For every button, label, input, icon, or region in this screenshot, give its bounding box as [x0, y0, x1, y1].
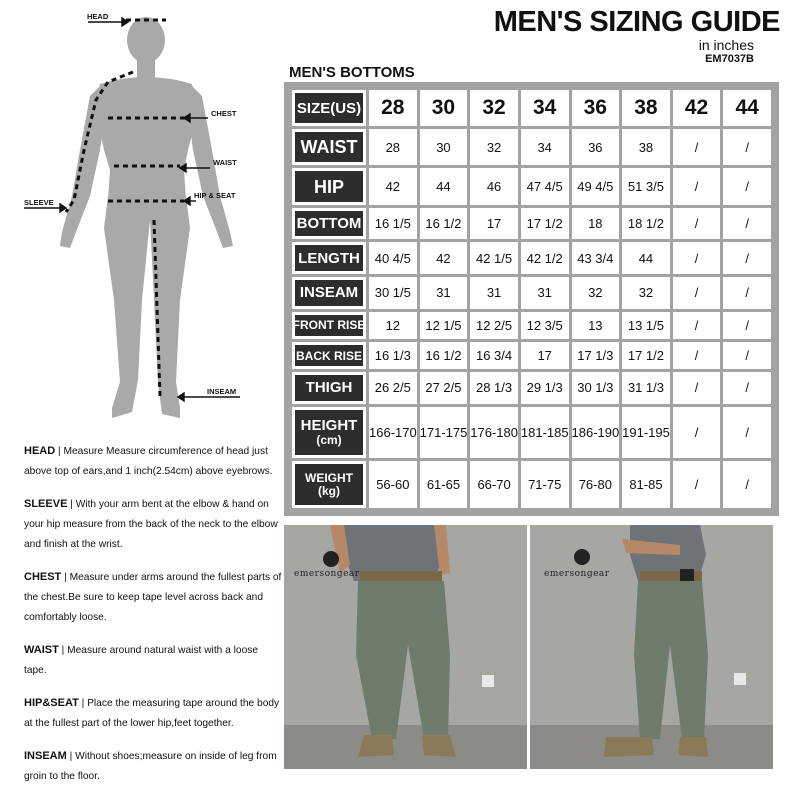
instruction-item — [24, 693, 282, 734]
table-cell: 181-185 — [521, 407, 569, 458]
row-header-badge — [295, 171, 363, 201]
size-header-label: SIZE(US) — [295, 93, 363, 123]
brand-logo-front: emersongear — [294, 569, 360, 579]
instruction-item — [24, 494, 282, 555]
inseam-label: INSEAM — [207, 387, 237, 396]
table-cell: 44 — [420, 168, 468, 204]
size-column-header: 36 — [572, 90, 620, 126]
table-row — [292, 242, 771, 274]
table-cell: 51 3/5 — [622, 168, 670, 204]
table-cell: 17 1/2 — [521, 208, 569, 240]
table-row — [292, 461, 771, 508]
row-header-cell — [292, 168, 366, 204]
row-label: THIGH — [305, 379, 353, 397]
table-cell: 27 2/5 — [420, 372, 468, 404]
table-cell: / — [723, 242, 771, 274]
separator: | — [67, 499, 76, 510]
row-header-cell — [292, 312, 366, 339]
table-cell: / — [673, 312, 721, 339]
brand-logo-back: emersongear — [544, 569, 610, 579]
sleeve-label: SLEEVE — [24, 198, 54, 207]
row-header-cell — [292, 372, 366, 404]
row-header-cell — [292, 208, 366, 240]
table-cell: 30 — [420, 129, 468, 165]
separator: | — [58, 645, 68, 656]
size-column-header: 34 — [521, 90, 569, 126]
table-cell: 171-175 — [420, 407, 468, 458]
unit-label: in inches — [698, 37, 754, 53]
instruction-text: Without shoes;measure on inside of leg from groin to the floor. — [24, 751, 277, 782]
table-cell: 17 1/3 — [572, 342, 620, 369]
row-header-cell — [292, 342, 366, 369]
table-cell: / — [723, 168, 771, 204]
table-cell: 71-75 — [521, 461, 569, 508]
instruction-key: HIP&SEAT — [24, 697, 79, 709]
model-number: EM7037B — [705, 53, 754, 65]
section-title: MEN'S BOTTOMS — [289, 64, 415, 81]
table-cell: 18 1/2 — [622, 208, 670, 240]
table-cell: 186-190 — [572, 407, 620, 458]
table-cell: 34 — [521, 129, 569, 165]
product-photo-back — [530, 525, 773, 769]
table-cell: 17 — [470, 208, 518, 240]
table-cell: / — [673, 461, 721, 508]
table-cell: 31 — [470, 277, 518, 309]
instruction-key: HEAD — [24, 445, 56, 457]
row-header-badge — [295, 132, 363, 162]
instruction-text: Measure around natural waist with a loose tape. — [24, 645, 258, 676]
page-title: MEN'S SIZING GUIDE — [493, 6, 780, 38]
row-header-cell — [292, 461, 366, 508]
table-cell: 43 3/4 — [572, 242, 620, 274]
table-cell: 30 1/5 — [369, 277, 417, 309]
instruction-text: With your arm bent at the elbow & hand on your hip measure from the back of the neck to the elbow and finish at the wrist. — [24, 499, 278, 550]
table-cell: / — [723, 372, 771, 404]
row-header-badge — [292, 315, 366, 336]
row-label: BACK RISE — [295, 348, 362, 363]
size-column-header: 32 — [470, 90, 518, 126]
row-header-cell — [292, 407, 366, 458]
separator: | — [66, 751, 76, 762]
row-header-badge — [295, 464, 363, 505]
waist-label: WAIST — [213, 158, 237, 167]
table-row — [292, 342, 771, 369]
row-header-cell — [292, 277, 366, 309]
table-cell: 42 1/5 — [470, 242, 518, 274]
size-column-header: 44 — [723, 90, 771, 126]
instruction-item — [24, 567, 282, 628]
table-cell: 16 3/4 — [470, 342, 518, 369]
table-cell: 47 4/5 — [521, 168, 569, 204]
table-cell: / — [673, 168, 721, 204]
instruction-text: Measure under arms around the fullest parts of the chest.Be sure to keep tape level across back and comfortably loose. — [24, 572, 282, 623]
table-cell: 12 1/5 — [420, 312, 468, 339]
row-header-badge — [295, 345, 363, 366]
table-row — [292, 168, 771, 204]
table-cell: 42 1/2 — [521, 242, 569, 274]
table-cell: 31 1/3 — [622, 372, 670, 404]
table-cell: / — [723, 208, 771, 240]
table-cell: 61-65 — [420, 461, 468, 508]
measurement-instructions — [24, 441, 282, 799]
row-label: FRONT RISE — [292, 318, 366, 333]
table-cell: 66-70 — [470, 461, 518, 508]
product-photo-front — [284, 525, 527, 769]
table-cell: 16 1/5 — [369, 208, 417, 240]
table-cell: 17 — [521, 342, 569, 369]
table-cell: 32 — [622, 277, 670, 309]
separator: | — [55, 446, 64, 457]
chest-label: CHEST — [211, 109, 237, 118]
row-header-cell — [292, 242, 366, 274]
size-header-row — [292, 90, 771, 126]
table-row — [292, 277, 771, 309]
head-label: HEAD — [87, 12, 109, 21]
table-cell: 44 — [622, 242, 670, 274]
row-label: HEIGHT — [300, 417, 358, 435]
table-cell: 42 — [369, 168, 417, 204]
table-cell: 32 — [572, 277, 620, 309]
table-row — [292, 372, 771, 404]
row-label: BOTTOM — [296, 215, 362, 232]
table-cell: / — [723, 407, 771, 458]
table-cell: 76-80 — [572, 461, 620, 508]
row-header-badge — [295, 410, 363, 455]
table-cell: 32 — [470, 129, 518, 165]
table-cell: 31 — [420, 277, 468, 309]
instruction-item — [24, 640, 282, 681]
row-header-badge — [295, 211, 363, 237]
table-cell: 12 2/5 — [470, 312, 518, 339]
row-label-unit: (kg) — [318, 484, 340, 499]
instruction-key: INSEAM — [24, 750, 67, 762]
table-cell: / — [673, 372, 721, 404]
table-cell: 56-60 — [369, 461, 417, 508]
table-cell: / — [673, 242, 721, 274]
table-cell: 13 1/5 — [622, 312, 670, 339]
row-label: HIP — [313, 176, 344, 197]
table-cell: 81-85 — [622, 461, 670, 508]
table-cell: 36 — [572, 129, 620, 165]
table-cell: / — [673, 277, 721, 309]
table-cell: 16 1/3 — [369, 342, 417, 369]
table-cell: 176-180 — [470, 407, 518, 458]
size-table — [289, 87, 774, 511]
table-row — [292, 129, 771, 165]
table-cell: / — [723, 277, 771, 309]
table-row — [292, 208, 771, 240]
row-header-badge — [295, 375, 363, 401]
separator: | — [61, 572, 70, 583]
table-row — [292, 312, 771, 339]
instruction-item — [24, 441, 282, 482]
table-cell: 49 4/5 — [572, 168, 620, 204]
table-cell: 16 1/2 — [420, 342, 468, 369]
size-chart — [284, 82, 779, 516]
table-cell: 26 2/5 — [369, 372, 417, 404]
size-column-header: 30 — [420, 90, 468, 126]
table-cell: 40 4/5 — [369, 242, 417, 274]
table-cell: / — [723, 129, 771, 165]
size-column-header: 28 — [369, 90, 417, 126]
table-cell: / — [673, 342, 721, 369]
table-cell: 29 1/3 — [521, 372, 569, 404]
table-cell: 30 1/3 — [572, 372, 620, 404]
instruction-text: Place the measuring tape around the body at the fullest part of the lower hip,feet together. — [24, 698, 280, 729]
table-cell: / — [723, 461, 771, 508]
row-header-badge — [295, 280, 363, 306]
table-cell: / — [673, 129, 721, 165]
row-label-unit: (cm) — [316, 433, 342, 448]
table-cell: 191-195 — [622, 407, 670, 458]
size-header-cell — [292, 90, 366, 126]
table-cell: 38 — [622, 129, 670, 165]
table-cell: / — [723, 312, 771, 339]
body-silhouette-icon — [0, 0, 280, 440]
table-cell: 12 3/5 — [521, 312, 569, 339]
table-cell: / — [673, 208, 721, 240]
instruction-item — [24, 746, 282, 787]
instruction-key: SLEEVE — [24, 498, 68, 510]
instruction-key: CHEST — [24, 571, 62, 583]
body-measurement-figure — [0, 0, 280, 440]
row-label: WEIGHT — [305, 471, 353, 486]
table-cell: / — [723, 342, 771, 369]
separator: | — [78, 698, 88, 709]
row-label: INSEAM — [299, 284, 359, 302]
size-column-header: 38 — [622, 90, 670, 126]
hip-label: HIP & SEAT — [194, 191, 236, 200]
row-header-badge — [295, 245, 363, 271]
table-cell: 18 — [572, 208, 620, 240]
table-row — [292, 407, 771, 458]
table-cell: 31 — [521, 277, 569, 309]
table-cell: 28 — [369, 129, 417, 165]
size-column-header: 42 — [673, 90, 721, 126]
row-header-cell — [292, 129, 366, 165]
instruction-text: Measure Measure circumference of head just above top of ears,and 1 inch(2.54cm) above eyebrows. — [24, 446, 273, 477]
table-cell: 42 — [420, 242, 468, 274]
table-cell: 28 1/3 — [470, 372, 518, 404]
row-label: WAIST — [300, 137, 358, 158]
table-cell: 46 — [470, 168, 518, 204]
row-label: LENGTH — [298, 249, 360, 267]
table-cell: 17 1/2 — [622, 342, 670, 369]
table-cell: 12 — [369, 312, 417, 339]
table-cell: 13 — [572, 312, 620, 339]
instruction-key: WAIST — [24, 644, 59, 656]
table-cell: / — [673, 407, 721, 458]
table-cell: 16 1/2 — [420, 208, 468, 240]
table-cell: 166-170 — [369, 407, 417, 458]
